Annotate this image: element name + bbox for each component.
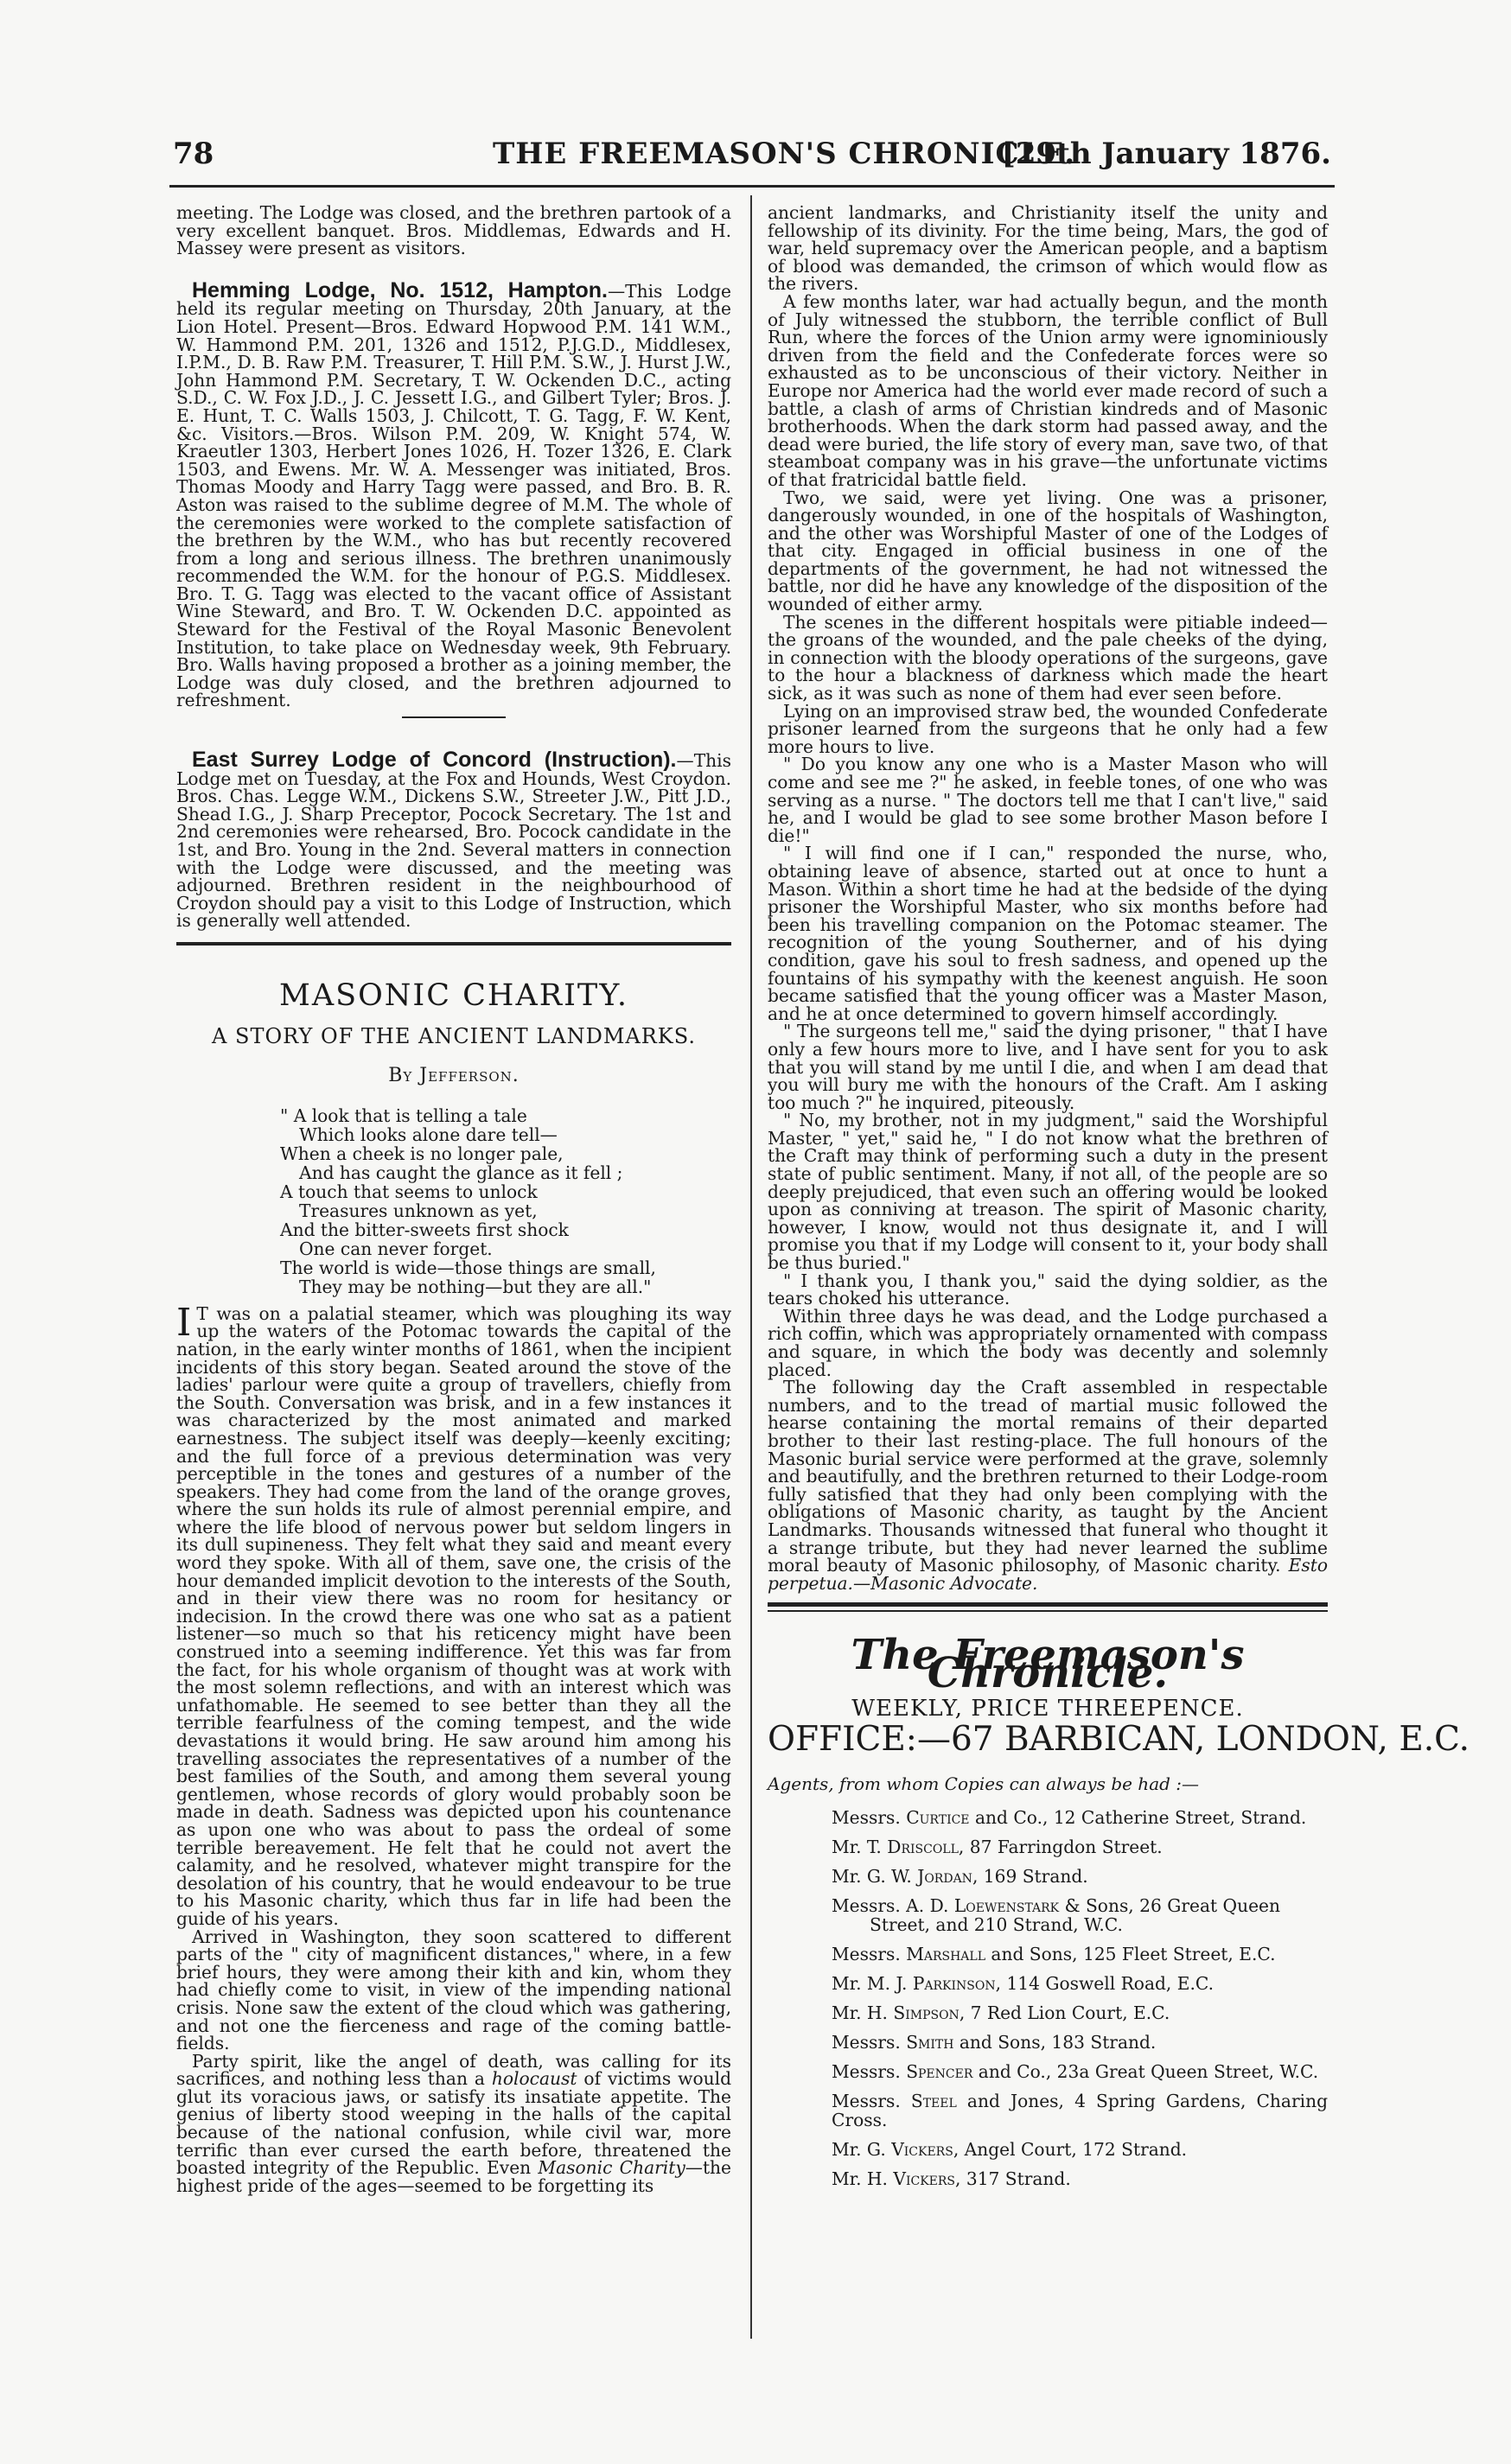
epigraph-verse — [176, 1106, 731, 1296]
advert-rule-thick — [768, 1602, 1328, 1607]
chronicle-nameplate: The Freemason's Chronicle. — [851, 1631, 1245, 1697]
agent-entry: Messrs. Smith and Sons, 183 Strand. — [832, 2032, 1157, 2053]
advert-rule-thin — [768, 1610, 1328, 1612]
left-column — [176, 204, 731, 2194]
east-surrey-body: —This Lodge met on Tuesday, at the Fox and Hounds, West Croydon. Bros. Chas. Legge W.M., Dickens S.W., Streeter J.W., Pitt J.D., Shead I.G., J. Sharp Preceptor, Pocock Secretary. The 1st and 2nd ceremonies were rehearsed, Bro. Pocock candidate in the 1st, and Bro. Young in the 2nd. Several matters in connection with the Lodge were discussed, and the meeting was adjourned. Brethren resident in the neighbourhood of Croydon should pay a visit to this Lodge of Instruction, which is generally well attended. — [176, 750, 731, 932]
hemming-lodge-body: —This Lodge held its regular meeting on Thursday, 20th January, at the Lion Hotel. Present—Bros. Edward Hopwood P.M. 141 W.M., W. Hammond P.M. 201, 1326 and 1512, P.J.G.D., Middlesex, I.P.M., D. B. Raw P.M. Treasurer, T. Hill P.M. S.W., J. Hurst J.W., John Hammond P.M. Secretary, T. W. Ockenden D.C., acting S.D., C. W. Fox J.D., J. C. Jessett I.G., and Gilbert Tyler; Bros. J. E. Hunt, T. C. Walls 1503, J. Chilcott, T. G. Tagg, F. W. Kent, &c. Visitors.—Bros. Wilson P.M. 209, W. Knight 574, W. Kraeutler 1303, Herbert Jones 1026, H. Tozer 1326, E. Clark 1503, and Ewens. Mr. W. A. Messenger was initiated, Bros. Thomas Moody and Harry Tagg were passed, and Bro. B. R. Aston was raised to the sublime degree of M.M. The whole of the ceremonies were worked to the complete satisfaction of the brethren by the W.M., who has but recently recovered from a long and serious illness. The brethren unanimously recommended the W.M. for the honour of P.G.S. Middlesex. Bro. T. G. Tagg was elected to the vacant office of Assistant Wine Steward, and Bro. T. W. Ockenden D.C. appointed as Steward for the Festival of the Royal Masonic Benevolent Institution, to take place on Wednesday week, 9th February. Bro. Walls having proposed a brother as a joining member, the Lodge was duly closed, and the brethren adjourned to refreshment. — [176, 280, 731, 711]
story-paragraph: " No, my brother, not in my judgment," said the Worshipful Master, " yet," said he, " I do not know what the brethren of the Craft may think of performing such a duty in the present state of public sentiment. Many, if not all, of the people are so deeply prejudiced, that even such an offering would be looked upon as conniving at treason. The spirit of Masonic charity, however, I know, would not thus designate it, and I will promise you that if my Lodge will consent to it, your body shall be thus buried." — [768, 1110, 1328, 1274]
story-paragraph: Party spirit, like the angel of death, was calling for its sacrifices, and nothing less than a holocaust of victims would glut its voracious jaws, or satisfy its insatiate appetite. The genius of liberty stood weeping in the halls of the capital because of the national confusion, while civil war, more terrific than ever cursed the earth before, threatened the boasted integrity of the Republic. Even Masonic Charity—the highest pride of the ages—seemed to be forgetting its — [176, 2050, 731, 2196]
source-credit: Esto perpetua.—Masonic Advocate. — [768, 1555, 1328, 1594]
story-paragraph: ancient landmarks, and Christianity itself the unity and fellowship of its divinity. For the time being, Mars, the god of war, held supremacy over the American people, and a baptism of blood was demanded, the crimson of which would flow as the rivers. — [768, 202, 1328, 295]
story-paragraph: Lying on an improvised straw bed, the wounded Confederate prisoner learned from the surgeons that he only had a few more hours to live. — [768, 700, 1328, 757]
agent-entry: Mr. G. Vickers, Angel Court, 172 Strand. — [832, 2139, 1188, 2161]
verse-line: The world is wide—those things are small, — [280, 1257, 656, 1278]
opening-paragraph: meeting. The Lodge was closed, and the brethren partook of a very excellent banquet. Bros. Middlemas, Edwards and H. Massey were present as visitors. — [176, 202, 731, 259]
agents-intro: Agents, from whom Copies can always be had :— — [768, 1773, 1200, 1794]
hemming-lodge-report — [176, 277, 731, 711]
east-surrey-report — [176, 748, 731, 932]
story-paragraph: Two, we said, were yet living. One was a prisoner, dangerously wounded, in one of the hospitals of Washington, and the other was Worshipful Master of one of the Lodges of that city. Engaged in official business in one of the departments of the government, he had not witnessed the battle, nor did he have any knowledge of the disposition of the wounded of either army. — [768, 487, 1328, 615]
agent-entry: Mr. G. W. Jordan, 169 Strand. — [832, 1866, 1088, 1888]
story-subtitle: A STORY OF THE ANCIENT LANDMARKS. — [212, 1023, 696, 1048]
page-header — [173, 137, 1331, 187]
separator-rule — [402, 716, 506, 718]
east-surrey-title: East Surrey Lodge of Concord (Instruction). — [192, 748, 677, 773]
agent-entry: Messrs. Spencer and Co., 23a Great Queen Street, W.C. — [832, 2061, 1319, 2083]
agent-entry: Mr. H. Vickers, 317 Strand. — [832, 2168, 1071, 2190]
page-number: 78 — [173, 137, 214, 171]
verse-line: " A look that is telling a tale — [280, 1105, 527, 1126]
drop-cap: I — [176, 1300, 192, 1345]
story-paragraph: " The surgeons tell me," said the dying prisoner, " that I have only a few hours more to live, and I have sent for you to ask that you will stand by me until I die, and when I am dead that you will bury me with the honours of the Craft. Am I asking too much ?" he inquired, piteously. — [768, 1021, 1328, 1113]
story-paragraph: A few months later, war had actually begun, and the month of July witnessed the stubborn, the terrible conflict of Bull Run, where the forces of the Union army were ignominiously driven from the field and the Confederate forces were so exhausted as to be unconscious of their victory. Neither in Europe nor America had the world ever made record of such a battle, a clash of arms of Christian kindreds and of Masonic brotherhoods. When the dark storm had passed away, and the dead were buried, the life story of every man, save two, of that steamboat company was in his grave—the unfortunate victims of that fratricidal battle field. — [768, 290, 1328, 490]
agent-entry: Messrs. A. D. Loewenstark & Sons, 26 Great Queen Street, and 210 Strand, W.C. — [832, 1895, 1280, 1936]
verse-line: Treasures unknown as yet, — [299, 1200, 538, 1221]
price-line: WEEKLY, PRICE THREEPENCE. — [851, 1695, 1244, 1722]
verse-line: They may be nothing—but they are all." — [299, 1276, 652, 1297]
story-paragraph: Arrived in Washington, they soon scattered to different parts of the " city of magnificent distances," where, in a few brief hours, they were among their kith and kin, whom they had chiefly come to visit, in view of the impending national crisis. None saw the extent of the cloud which was gathering, and not one the fierceness and rage of the coming battle-fields. — [176, 1926, 731, 2054]
agents-list — [768, 1808, 1328, 2188]
section-title: MASONIC CHARITY. — [279, 977, 628, 1013]
office-address: OFFICE:—67 BARBICAN, LONDON, E.C. — [768, 1720, 1470, 1760]
agent-entry: Messrs. Marshall and Sons, 125 Fleet Street, E.C. — [832, 1944, 1276, 1965]
agent-entry: Messrs. Steel and Jones, 4 Spring Gardens, Charing Cross. — [832, 2091, 1328, 2131]
agent-entry: Mr. M. J. Parkinson, 114 Goswell Road, E.C. — [832, 1973, 1215, 1995]
verse-line: And has caught the glance as it fell ; — [299, 1162, 623, 1183]
story-paragraph: " I will find one if I can," responded the nurse, who, obtaining leave of absence, started out at once to hunt a Mason. Within a short time he had at the bedside of the dying prisoner the Worshipful Master, who six months before had been his travelling companion on the Potomac steamer. The recognition of the young Southerner, and of his dying condition, gave his soul to fresh sadness, and opened up the fountains of his sympathy with the keenest anguish. He soon became satisfied that the young officer was a Master Mason, and he at once determined to govern himself accordingly. — [768, 843, 1328, 1024]
story-byline: By Jefferson. — [388, 1065, 520, 1087]
header-rule — [169, 185, 1335, 188]
column-divider — [750, 195, 752, 2339]
right-column — [768, 202, 1470, 2199]
agent-entry: Messrs. Curtice and Co., 12 Catherine Street, Strand. — [832, 1807, 1307, 1829]
section-rule — [176, 942, 731, 945]
verse-line: When a cheek is no longer pale, — [280, 1143, 564, 1164]
story-paragraph: The following day the Craft assembled in respectable numbers, and to the tread of martial music followed the hearse containing the mortal remains of their departed brother to their last resting-place. The full honours of the Masonic burial service were performed at the grave, solemnly and beautifully, and the brethren returned to their Lodge-room fully satisfied that they had only been complying with the obligations of Masonic charity, as taught by the Ancient Landmarks. Thousands witnessed that funeral who thought it a strange tribute, but they had never learned the sublime moral beauty of Masonic philosophy, of Masonic charity. Esto perpetua.—Masonic Advocate. — [768, 1377, 1328, 1594]
issue-date: [29th January 1876. — [1001, 137, 1331, 171]
masthead-title: THE FREEMASON'S CHRONICLE. — [493, 137, 1076, 171]
verse-line: Which looks alone dare tell— — [299, 1124, 558, 1145]
story-paragraph: The scenes in the different hospitals were pitiable indeed—the groans of the wounded, and the pale cheeks of the dying, in connection with the bloody operations of the surgeons, gave to the hour a blackness of darkness which made the heart sick, as it was such as none of them had ever seen before. — [768, 611, 1328, 704]
story-paragraph: I T was on a palatial steamer, which was ploughing its way up the waters of the Potomac towards the capital of the nation, in the early winter months of 1861, when the incipient incidents of this story began. Seated around the stove of the ladies' parlour were quite a group of travellers, chiefly from the South. Conversation was brisk, and in a few instances it was characterized by the most animated and marked earnestness. The subject itself was deeply—keenly exciting; and the full force of a previous determination was very perceptible in the tones and gestures of a number of the speakers. They had come from the land of the orange groves, where the sun holds its rule of almost perennial empire, and where the life blood of nervous power but seldom lingers in its dull supineness. They felt what they said and meant every word they spoke. With all of them, save one, the crisis of the hour demanded implicit devotion to the interests of the South, and in their view there was no room for hesitancy or indecision. In the crowd there was one who sat as a patient listener—so much so that his reticency might have been construed into a seeming indifference. Yet this was far from the fact, for his whole organism of thought was at work with the most solemn reflections, and with an interest which was unfathomable. He seemed to see better than they all the terrible fearfulness of the coming tempest, and the wide devastations it would bring. He saw around him among his travelling associates the representatives of a number of the best families of the South, and among them several young gentlemen, whose records of glory would probably soon be made in death. Sadness was depicted upon his countenance as upon one who was about to pass the ordeal of some terrible bereavement. He felt that he could not avert the calamity, and he resolved, whatever might transpire for the desolation of his country, that he would endeavour to be true to his Masonic charity, which thus far in life had been the guide of his years. — [176, 1300, 731, 1929]
agent-entry: Mr. H. Simpson, 7 Red Lion Court, E.C. — [832, 2002, 1170, 2024]
story-paragraph: " Do you know any one who is a Master Mason who will come and see me ?" he asked, in feeble tones, of one who was serving as a nurse. " The doctors tell me that I can't live," said he, and I would be glad to see some brother Mason before I die!" — [768, 754, 1328, 846]
verse-line: A touch that seems to unlock — [280, 1181, 538, 1202]
story-paragraph: Within three days he was dead, and the Lodge purchased a rich coffin, which was appropriately ornamented with compass and square, in which the body was decently and solemnly placed. — [768, 1305, 1328, 1380]
agent-entry: Mr. T. Driscoll, 87 Farringdon Street. — [832, 1837, 1163, 1858]
hemming-lodge-title: Hemming Lodge, No. 1512, Hampton. — [192, 277, 608, 302]
story-paragraph: " I thank you, I thank you," said the dying soldier, as the tears choked his utterance. — [768, 1270, 1328, 1309]
verse-line: One can never forget. — [299, 1238, 493, 1259]
verse-line: And the bitter-sweets first shock — [280, 1219, 569, 1240]
